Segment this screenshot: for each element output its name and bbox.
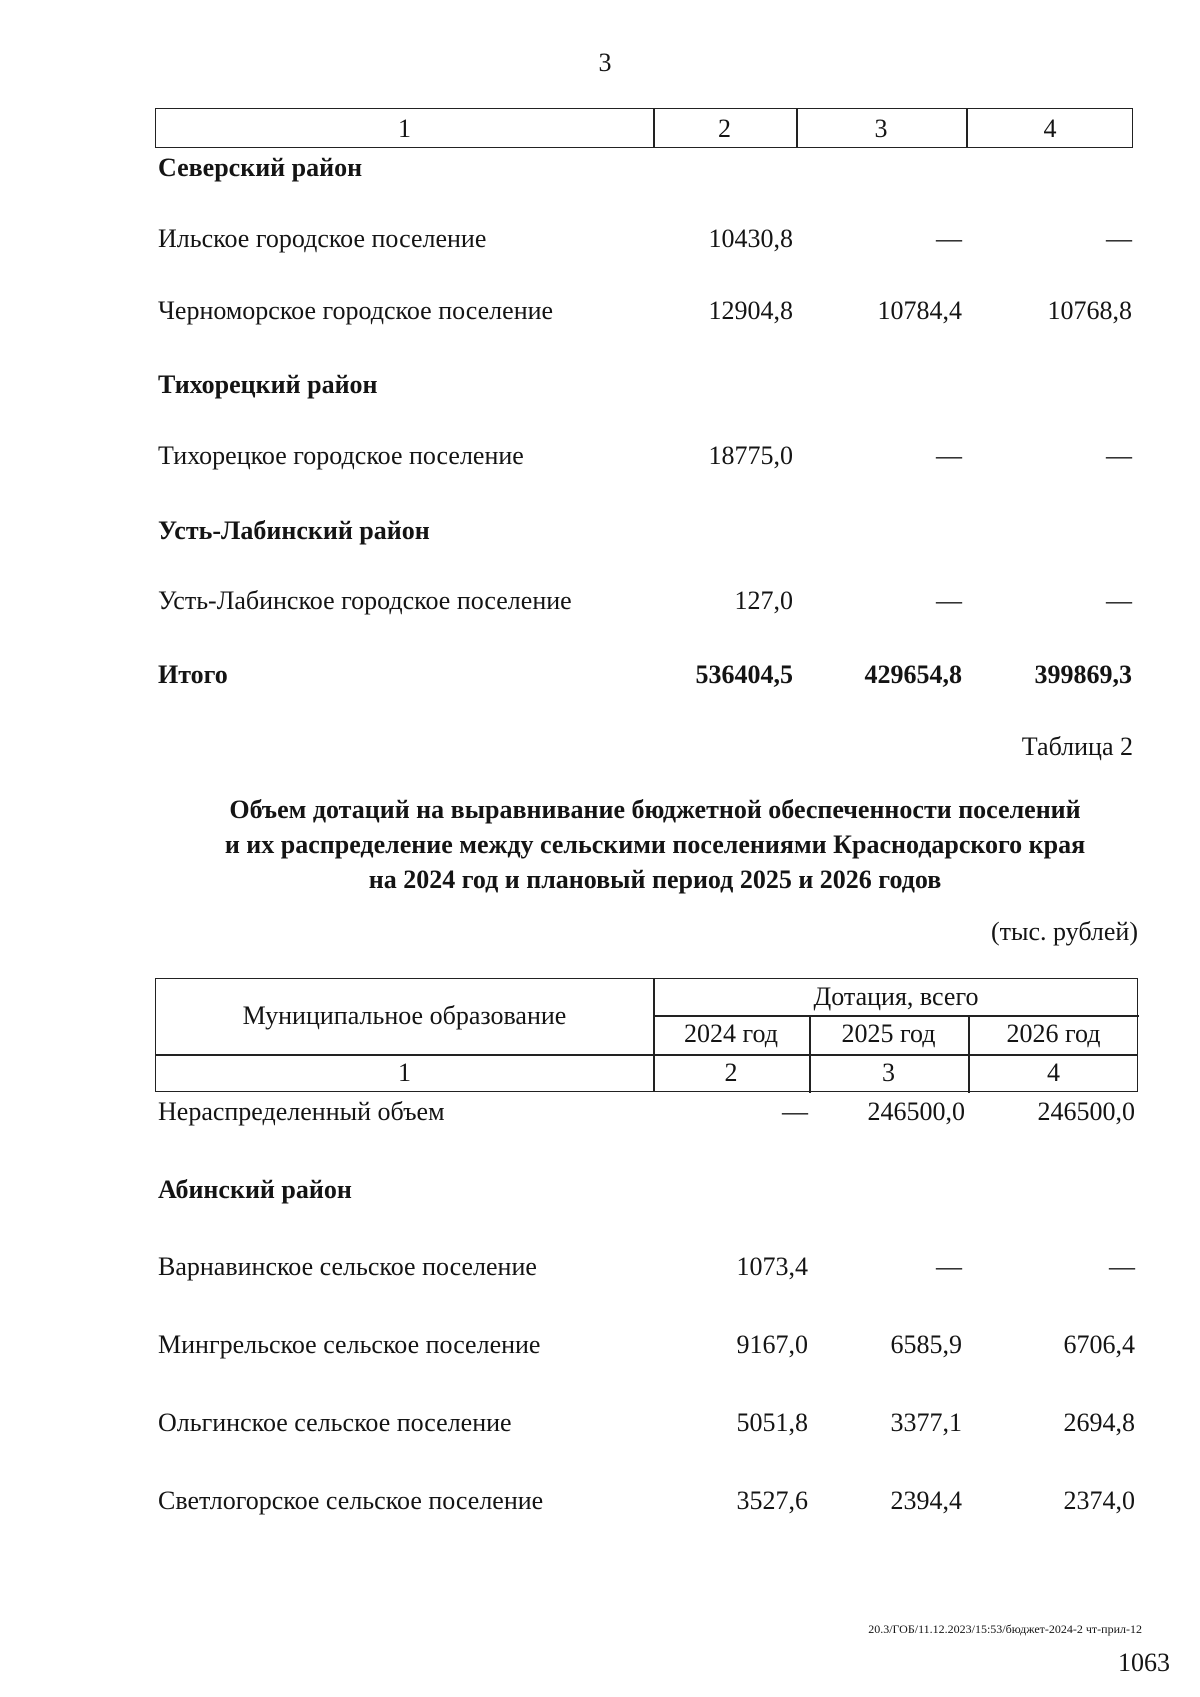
table1-col-2: 2 (718, 114, 731, 143)
table-title-line: и их распределение между сельскими поселениями Краснодарского края (224, 830, 1086, 859)
table2-col-1: 1 (398, 1058, 411, 1087)
value-2024: 12904,8 (708, 296, 793, 325)
header-municipality: Муниципальное образование (242, 1001, 567, 1030)
units-label: (тыс. рублей) (990, 917, 1138, 946)
table2-col-3: 3 (882, 1058, 895, 1087)
value-2025: — (936, 586, 962, 615)
district-heading: Усть-Лабинский район (158, 516, 430, 545)
row-name: Светлогорское сельское поселение (158, 1486, 544, 1515)
district-heading: Абинский район (158, 1175, 352, 1204)
table1-col-3: 3 (874, 114, 888, 143)
value-2024: 5051,8 (736, 1408, 808, 1437)
table1-header (155, 108, 1133, 148)
table2-col-2: 2 (724, 1058, 738, 1087)
total-2024: 536404,5 (695, 660, 793, 689)
row-name: Нераспределенный объем (158, 1097, 445, 1126)
value-2025: 3377,1 (890, 1408, 962, 1437)
value-2026: — (1106, 441, 1132, 470)
value-2026: 246500,0 (1037, 1097, 1135, 1126)
value-2026: 2694,8 (1063, 1408, 1135, 1437)
value-2026: 2374,0 (1063, 1486, 1135, 1515)
value-2025: — (936, 1252, 962, 1281)
value-2026: 6706,4 (1063, 1330, 1135, 1359)
total-2026: 399869,3 (1034, 660, 1132, 689)
document-code: 20.3/ГОБ/11.12.2023/15:53/бюджет-2024-2 чт-прил-12 (868, 1622, 1142, 1636)
table1-col-1: 1 (398, 114, 411, 143)
value-2025: 246500,0 (867, 1097, 965, 1126)
table2-col-4: 4 (1047, 1058, 1060, 1087)
sheet-number: 1063 (1118, 1648, 1170, 1677)
value-2024: 1073,4 (736, 1252, 808, 1281)
row-name: Варнавинское сельское поселение (158, 1252, 537, 1281)
value-2026: — (1106, 586, 1132, 615)
row-name: Тихорецкое городское поселение (158, 441, 524, 470)
value-2026: — (1106, 224, 1132, 253)
value-2024: 9167,0 (736, 1330, 808, 1359)
header-year-2026: 2026 год (1006, 1019, 1101, 1048)
value-2026: 10768,8 (1047, 296, 1132, 325)
row-name: Ольгинское сельское поселение (158, 1408, 512, 1437)
district-heading: Тихорецкий район (158, 370, 378, 399)
row-name: Мингрельское сельское поселение (158, 1330, 541, 1359)
row-name: Усть-Лабинское городское поселение (158, 586, 572, 615)
value-2025: 6585,9 (890, 1330, 962, 1359)
value-2025: 2394,4 (890, 1486, 962, 1515)
total-label: Итого (158, 660, 228, 689)
table-title-line: на 2024 год и плановый период 2025 и 2026 годов (368, 865, 942, 894)
total-2025: 429654,8 (864, 660, 962, 689)
value-2024: 10430,8 (708, 224, 793, 253)
district-heading: Северский район (158, 153, 363, 182)
page-number: 3 (598, 48, 612, 77)
header-subsidy-total: Дотация, всего (813, 982, 979, 1011)
value-2025: — (936, 224, 962, 253)
row-name: Черноморское городское поселение (158, 296, 554, 325)
table-caption: Таблица 2 (1021, 732, 1133, 761)
value-2025: — (936, 441, 962, 470)
table2-header (155, 978, 1138, 1092)
value-2024: — (782, 1097, 808, 1126)
value-2024: 3527,6 (736, 1486, 808, 1515)
value-2024: 127,0 (734, 586, 793, 615)
value-2024: 18775,0 (708, 441, 793, 470)
value-2025: 10784,4 (877, 296, 962, 325)
header-year-2024: 2024 год (684, 1019, 778, 1048)
header-year-2025: 2025 год (841, 1019, 936, 1048)
value-2026: — (1109, 1252, 1135, 1281)
row-name: Ильское городское поселение (158, 224, 487, 253)
table-title-line: Объем дотаций на выравнивание бюджетной обеспеченности поселений (229, 795, 1081, 824)
table1-col-4: 4 (1043, 114, 1057, 143)
